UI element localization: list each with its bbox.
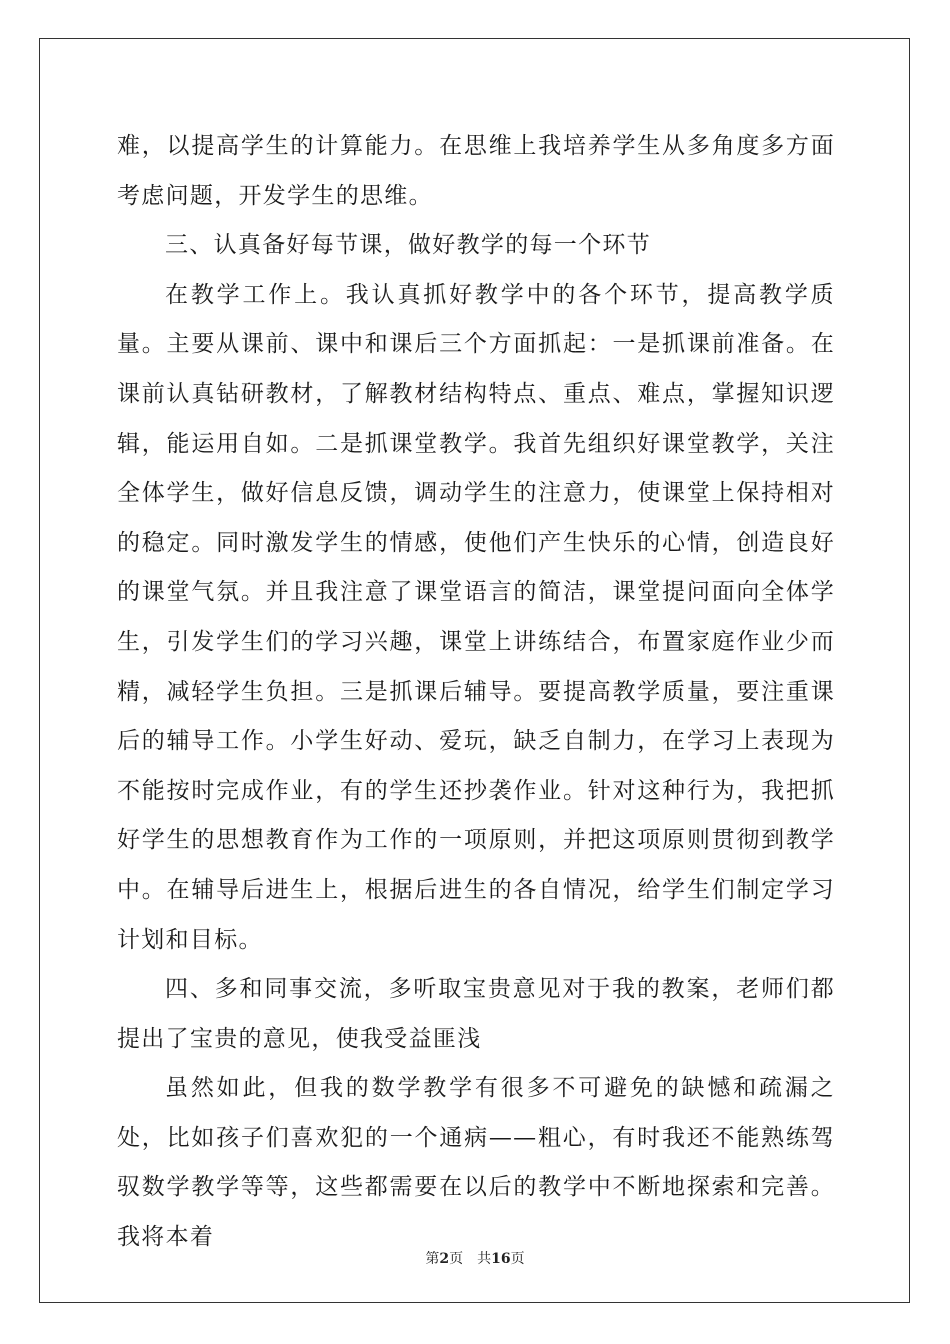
document-body: [117, 122, 835, 1263]
page-number: 2: [439, 1251, 450, 1267]
page-footer: [0, 1248, 950, 1268]
section-heading-3: 三、认真备好每节课，做好教学的每一个环节: [165, 232, 651, 259]
page-prefix: 第: [425, 1251, 440, 1267]
paragraph-teaching-work: 在教学工作上。我认真抓好教学中的各个环节，提高教学质量。主要从课前、课中和课后三个方面抓起：一是抓课前准备。在课前认真钻研教材，了解教材结构特点、重点、难点，掌握知识逻辑，能运用自如。二是抓课堂教学。我首先组织好课堂教学，关注全体学生，做好信息反馈，调动学生的注意力，使课堂上保持相对的稳定。同时激发学生的情感，使他们产生快乐的心情，创造良好的课堂气氛。并且我注意了课堂语言的简洁，课堂提问面向全体学生，引发学生们的学习兴趣，课堂上讲练结合，布置家庭作业少而精，减轻学生负担。三是抓课后辅导。要提高教学质量，要注重课后的辅导工作。小学生好动、爱玩，缺乏自制力，在学习上表现为不能按时完成作业，有的学生还抄袭作业。针对这种行为，我把抓好学生的思想教育作为工作的一项原则，并把这项原则贯彻到教学中。在辅导后进生上，根据后进生的各自情况，给学生们制定学习计划和目标。: [117, 281, 835, 953]
total-suffix: 页: [510, 1251, 525, 1267]
total-pages: 16: [491, 1251, 511, 1267]
paragraph-reflection: 虽然如此，但我的数学教学有很多不可避免的缺憾和疏漏之处，比如孩子们喜欢犯的一个通病——粗心，有时我还不能熟练驾驭数学教学等等，这些都需要在以后的教学中不断地探索和完善。我将本着: [117, 1075, 835, 1251]
page-suffix: 页: [449, 1251, 464, 1267]
section-heading-4: 四、多和同事交流，多听取宝贵意见对于我的教案，老师们都提出了宝贵的意见，使我受益匪浅: [117, 976, 835, 1052]
paragraph-continuation: 难，以提高学生的计算能力。在思维上我培养学生从多角度多方面考虑问题，开发学生的思维。: [117, 133, 835, 209]
total-prefix: 共: [477, 1251, 492, 1267]
